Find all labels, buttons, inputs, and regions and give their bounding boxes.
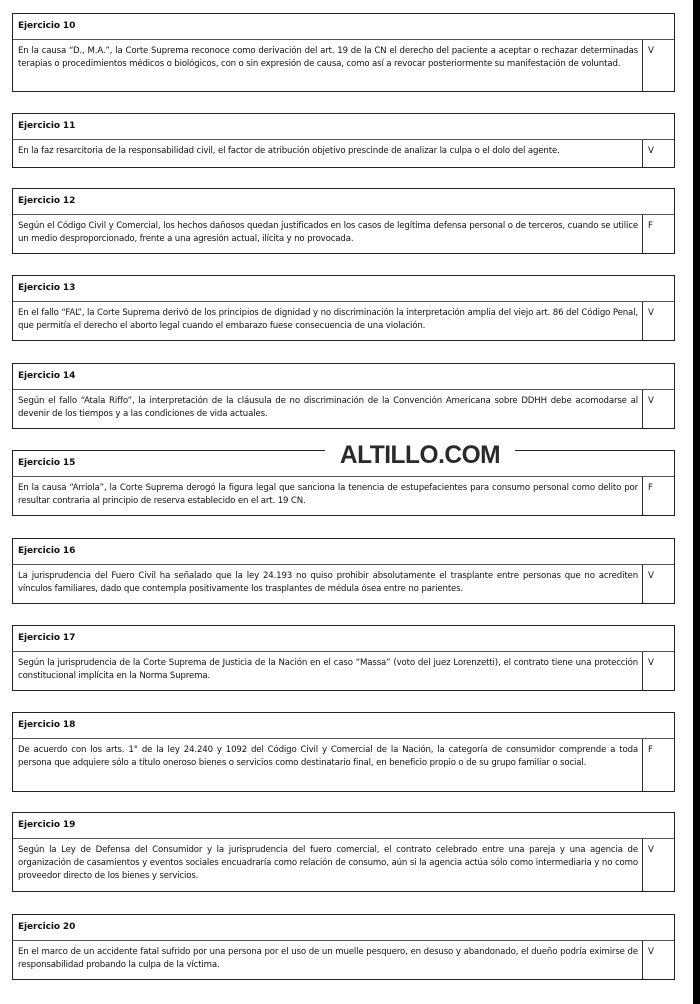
page-edge-bar	[693, 0, 700, 1004]
exercise-16	[12, 538, 675, 604]
exercise-title: Ejercicio 10	[13, 14, 674, 40]
exercise-statement: En la causa “Arriola”, la Corte Suprema derogó la figura legal que sanciona la tenencia de estupefacientes para consumo personal como delito por resultar contraria al principio de reserva establecido en el art. 19 CN.	[18, 483, 638, 506]
exercise-answer: V	[642, 839, 674, 891]
exercise-11	[12, 113, 675, 168]
exercise-title: Ejercicio 13	[13, 276, 674, 302]
exercise-17	[12, 625, 675, 691]
exercise-statement: Según la jurisprudencia de la Corte Suprema de Justicia de la Nación en el caso “Massa” (voto del juez Lorenzetti), el contrato tiene una protección constitucional implícita en la Norma Suprema.	[18, 658, 638, 681]
exercise-answer: V	[642, 941, 674, 979]
exercise-statement: Según la Ley de Defensa del Consumidor y la jurisprudencia del fuero comercial, el contrato celebrado entre una pareja y una agencia de organización de casamientos y eventos sociales encuadraría como relación de consumo, aún si la agencia actúa sólo como intermediaria y no como proveedor directo de los bienes y servicios.	[18, 845, 638, 881]
exercise-title: Ejercicio 18	[13, 713, 674, 739]
exercise-answer: V	[642, 302, 674, 340]
exercise-title: Ejercicio 17	[13, 626, 674, 652]
exercise-answer: V	[642, 565, 674, 603]
exercise-title: Ejercicio 14	[13, 364, 674, 390]
exercise-title: Ejercicio 11	[13, 114, 674, 140]
exercise-answer: V	[642, 652, 674, 690]
exercise-statement: Según el Código Civil y Comercial, los hechos dañosos quedan justificados en los casos de legítima defensa personal o de terceros, cuando se utilice un medio desproporcionado, frente a una agresión actual, ilícita y no provocada.	[18, 221, 638, 244]
exercise-19	[12, 812, 675, 892]
exercise-answer: F	[642, 739, 674, 791]
exercise-title: Ejercicio 19	[13, 813, 674, 839]
watermark-logo: ALTILLO.COM	[325, 441, 515, 469]
exercise-statement: En la causa “D., M.A.”, la Corte Suprema reconoce como derivación del art. 19 de la CN el derecho del paciente a aceptar o rechazar determinadas terapias o procedimientos médicos o biológicos, con o sin expresión de causa, como así a revocar posteriormente su manifestación de voluntad.	[18, 46, 638, 69]
exercise-12	[12, 188, 675, 254]
exercise-statement: En la faz resarcitoria de la responsabilidad civil, el factor de atribución objetivo prescinde de analizar la culpa o el dolo del agente.	[18, 146, 560, 156]
exercise-statement: En el marco de un accidente fatal sufrido por una persona por el uso de un muelle pesquero, en desuso y abandonado, el dueño podría eximirse de responsabilidad probando la culpa de la víctima.	[18, 947, 638, 970]
exercise-title: Ejercicio 15	[13, 451, 674, 477]
exercise-answer: V	[642, 390, 674, 428]
exercise-title: Ejercicio 20	[13, 915, 674, 941]
exercise-title: Ejercicio 12	[13, 189, 674, 215]
exercise-statement: Según el fallo “Atala Riffo”, la interpretación de la cláusula de no discriminación de la Convención Americana sobre DDHH debe acomodarse al devenir de los tiempos y a las condiciones de vida actuales.	[18, 396, 638, 419]
exercise-title: Ejercicio 16	[13, 539, 674, 565]
exercise-answer: F	[642, 215, 674, 253]
exercise-statement: De acuerdo con los arts. 1° de la ley 24.240 y 1092 del Código Civil y Comercial de la Nación, la categoría de consumidor comprende a toda persona que adquiere sólo a título oneroso bienes o servicios como destinatario final, en beneficio propio o de su grupo familiar o social.	[18, 745, 638, 768]
exercise-14	[12, 363, 675, 429]
exercise-10	[12, 13, 675, 92]
exercise-18	[12, 712, 675, 792]
exercise-13	[12, 275, 675, 341]
exercise-statement: La jurisprudencia del Fuero Civil ha señalado que la ley 24.193 no quiso prohibir absolutamente el trasplante entre personas que no acrediten vínculos familiares, dado que contempla positivamente los trasplantes de médula ósea entre no parientes.	[18, 571, 638, 594]
exercise-answer: V	[642, 140, 674, 167]
exercise-answer: V	[642, 40, 674, 92]
exercise-answer: F	[642, 477, 674, 515]
exercise-statement: En el fallo “FAL”, la Corte Suprema derivó de los principios de dignidad y no discriminación la interpretación amplia del viejo art. 86 del Código Penal, que permitía el derecho el aborto legal cuando el embarazo fuese consecuencia de una violación.	[18, 308, 638, 331]
exercise-20	[12, 914, 675, 980]
